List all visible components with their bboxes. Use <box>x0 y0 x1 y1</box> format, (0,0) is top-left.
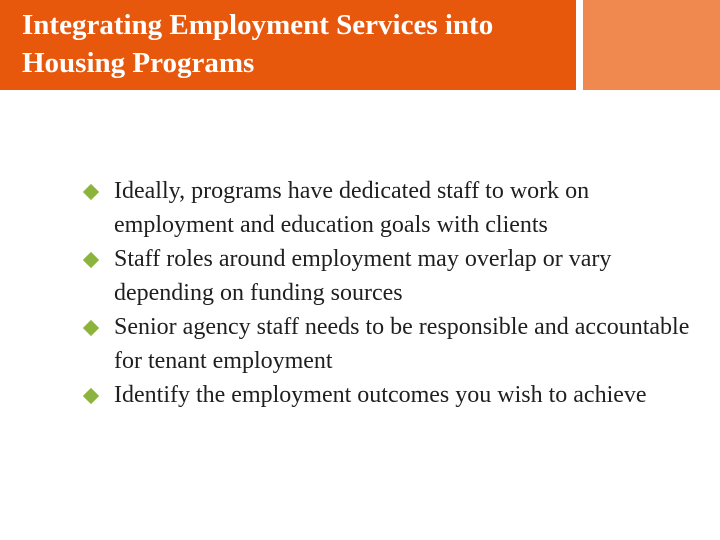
bullet-item <box>84 174 704 242</box>
bullet-text: Staff roles around employment may overlap or vary depending on funding sources <box>114 246 612 306</box>
diamond-bullet-icon <box>83 252 99 268</box>
bullet-text: Senior agency staff needs to be responsible and accountable for tenant employment <box>114 314 690 374</box>
diamond-bullet-icon <box>83 320 99 336</box>
slide-title: Integrating Employment Services into Housing Programs <box>22 9 494 79</box>
bullet-item <box>84 378 704 412</box>
diamond-bullet-icon <box>83 184 99 200</box>
corner-accent-block <box>583 0 720 90</box>
bullet-text: Ideally, programs have dedicated staff to work on employment and education goals with clients <box>114 178 590 238</box>
diamond-bullet-icon <box>83 388 99 404</box>
bullet-text: Identify the employment outcomes you wish to achieve <box>114 382 647 408</box>
bullet-list <box>84 174 704 412</box>
bullet-item <box>84 310 704 378</box>
bullet-item <box>84 242 704 310</box>
title-bar <box>0 0 576 90</box>
